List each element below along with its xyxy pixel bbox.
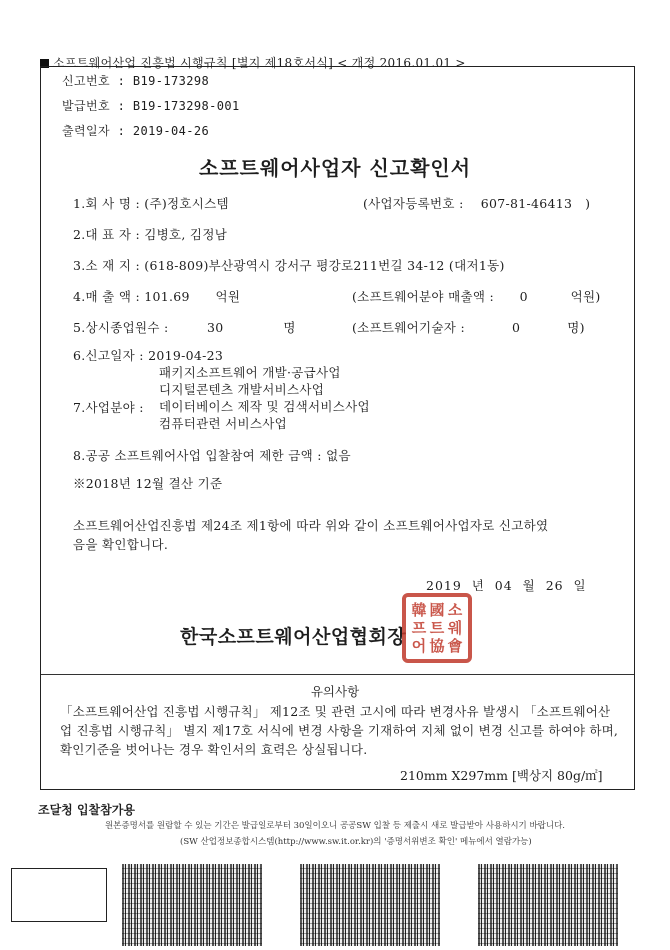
statement-line: 음을 확인합니다. — [73, 537, 169, 552]
address-row: 3.소 재 지 : (618-809)부산광역시 강서구 평강로211번길 34-12 (대저1동) — [73, 258, 505, 273]
basis-note: ※2018년 12월 결산 기준 — [73, 476, 223, 491]
agency-label: 조달청 입찰참가용 — [38, 803, 135, 817]
form-reference-text: 소프트웨어산업 진흥법 시행규칙 [별지 제18호서식] < 개정 2016.01.01 > — [53, 56, 466, 70]
company-row: 1.회 사 명 : (주)정호시스템 — [73, 196, 229, 211]
paper-spec: 210mm X297mm [백상지 80g/㎡] — [400, 768, 603, 783]
list-item: 컴퓨터관련 서비스사업 — [159, 416, 288, 431]
list-item: 디지털콘텐츠 개발서비스사업 — [159, 382, 325, 397]
report-date-row: 6.신고일자 : 2019-04-23 — [73, 348, 224, 363]
official-seal: 韓 國 소 프 트 웨 어 協 會 — [402, 593, 472, 663]
report-number: 신고번호 : B19-173298 — [62, 74, 210, 88]
biz-field-label: 7.사업분야 : — [73, 400, 144, 415]
staff-row: 5.상시종업원수 : 30 명 — [73, 320, 296, 335]
issue-number: 발급번호 : B19-173298-001 — [62, 99, 240, 113]
security-code-2 — [300, 864, 440, 946]
notice-title: 유의사항 — [310, 684, 360, 699]
bizreg-row: (사업자등록번호 : 607-81-46413 ) — [363, 196, 591, 211]
biz-field-list — [159, 364, 370, 432]
document-title: 소프트웨어사업자 신고확인서 — [198, 156, 472, 180]
footer-note: 원본증명서를 원람할 수 있는 기간은 발급일로부터 30일이오니 공공SW 입찰 등 제출시 새로 발급받아 사용하시기 바랍니다. — [104, 821, 566, 831]
statement — [73, 516, 548, 554]
statement-line: 소프트웨어산업진흥법 제24조 제1항에 따라 위와 같이 소프트웨어사업자로 신고하였 — [73, 518, 549, 533]
footer-link-note: (SW 산업정보종합시스템(http://www.sw.it.or.kr)의 '증명서위변조 확인' 메뉴에서 열람가능) — [180, 837, 532, 847]
print-date: 출력일자 : 2019-04-26 — [62, 124, 210, 138]
security-code-3 — [478, 864, 618, 946]
sales-row: 4.매 출 액 : 101.69 억원 — [73, 289, 241, 304]
security-code-1 — [122, 864, 262, 946]
sw-sales-row: (소프트웨어분야 매출액 : 0 억원) — [352, 289, 601, 304]
ceo-row: 2.대 표 자 : 김병호, 김정남 — [73, 227, 228, 242]
list-item: 패키지소프트웨어 개발·공급사업 — [159, 365, 341, 380]
blank-box — [11, 868, 107, 922]
issuer-name: 한국소프트웨어산업협회장 — [180, 626, 407, 648]
bid-limit-row: 8.공공 소프트웨어사업 입찰참여 제한 금액 : 없음 — [73, 448, 351, 463]
sw-staff-row: (소프트웨어기술자 : 0 명) — [352, 320, 585, 335]
notice-divider — [41, 674, 634, 675]
notice-body: 「소프트웨어산업 진흥법 시행규칙」 제12조 및 관련 고시에 따라 변경사유 발생시 「소프트웨어산업 진흥법 시행규칙」 별지 제17호 서식에 변경 사항을 기재하여 지체 없이 변경 신고를 하여야 하며, 확인기준을 벗어나는 경우 확인서의 효력은 상실됩니다. — [60, 704, 619, 757]
list-item: 데이터베이스 제작 및 검색서비스사업 — [159, 399, 370, 414]
issue-date: 2019 년 04 월 26 일 — [426, 578, 587, 593]
